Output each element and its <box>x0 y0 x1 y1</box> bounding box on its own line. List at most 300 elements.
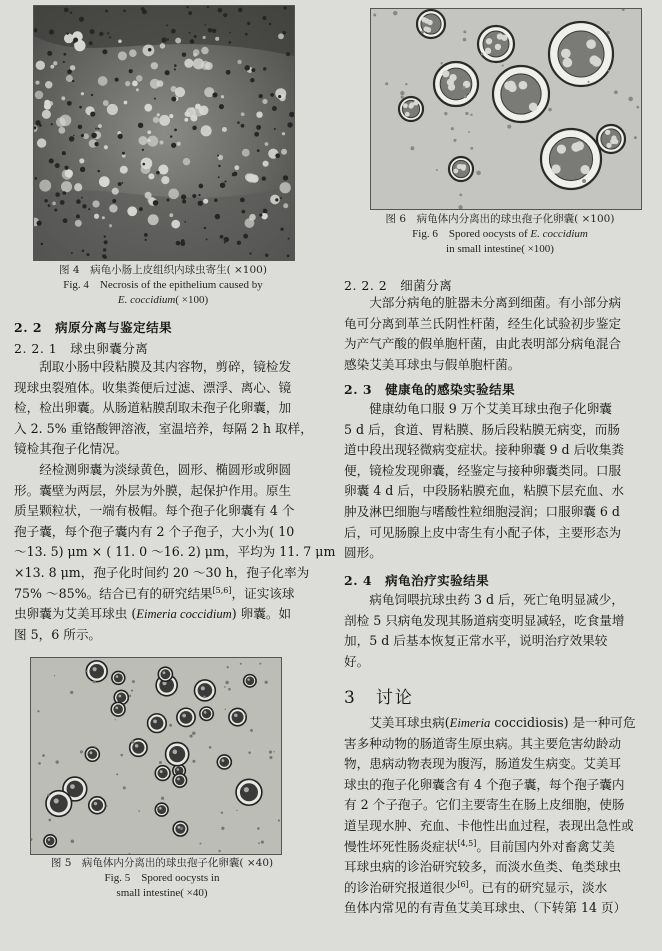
nucleus-spot <box>104 235 106 237</box>
oocyst-spot <box>81 92 84 95</box>
nucleus-spot <box>223 13 227 17</box>
oocyst-spot <box>249 214 256 221</box>
oocyst-spot <box>125 81 130 86</box>
debris <box>502 65 504 67</box>
section-2-3-heading: 2. 3 健康龟的感染实验结果 <box>344 382 516 397</box>
nucleus-spot <box>142 163 145 166</box>
nucleus-spot <box>287 122 292 127</box>
nucleus-spot <box>219 104 224 109</box>
oocyst-spot <box>169 213 173 217</box>
figure-5-caption-zh: 图 5 病龟体内分离出的球虫孢子化卵囊( ×40) <box>50 857 274 869</box>
oocyst-spot <box>42 110 51 119</box>
debris <box>463 38 467 42</box>
section-2-4-paragraph <box>344 590 654 672</box>
nucleus-spot <box>165 70 170 75</box>
oocyst-spot <box>241 112 245 116</box>
oocyst-spot <box>148 139 151 142</box>
nucleus-spot <box>245 65 250 70</box>
debris <box>192 760 195 763</box>
debris <box>273 751 274 752</box>
oocyst <box>173 774 187 788</box>
nucleus-spot <box>226 70 231 75</box>
debris <box>507 125 511 129</box>
section-3-heading: 3 讨论 <box>344 688 414 708</box>
debris <box>236 810 237 811</box>
oocyst-spot <box>183 158 190 165</box>
nucleus-spot <box>73 135 75 137</box>
oocyst-spot <box>278 33 284 39</box>
oocyst-spot <box>50 65 54 69</box>
oocyst <box>89 797 106 814</box>
text-line: 害多种动物的肠道寄生原虫病。其主要危害幼龄动 <box>344 735 622 751</box>
nucleus-spot <box>102 254 106 258</box>
oocyst-spot <box>120 166 128 174</box>
nucleus-spot <box>278 95 281 98</box>
nucleus-spot <box>288 238 290 240</box>
nucleus-spot <box>90 29 95 34</box>
oocyst <box>85 747 99 761</box>
debris <box>131 689 133 691</box>
oocyst <box>244 675 256 687</box>
section-2-2-1-paragraph-1 <box>14 357 322 460</box>
debris <box>212 710 213 711</box>
nucleus-spot <box>89 41 93 45</box>
debris <box>203 695 206 698</box>
nucleus-spot <box>72 80 74 82</box>
debris <box>159 761 162 764</box>
nucleus-spot <box>192 194 196 198</box>
text-line: 龟可分离到革兰氏阴性杆菌，经生化试验初步鉴定 <box>344 315 622 331</box>
nucleus-spot <box>270 93 274 97</box>
text-line: 球虫的孢子化卵囊含有 4 个孢子囊，每个孢子囊内 <box>344 776 625 792</box>
figure-4-micrograph <box>33 5 295 261</box>
nucleus-spot <box>262 176 266 180</box>
nucleus-spot <box>166 24 168 26</box>
debris <box>250 729 253 732</box>
nucleus-spot <box>91 94 93 96</box>
debris <box>463 30 466 33</box>
debris <box>221 812 223 814</box>
nucleus-spot <box>215 214 220 219</box>
nucleus-spot <box>190 39 195 44</box>
text-line: 。已有的研究显示，淡水 <box>468 879 608 895</box>
oocyst-spot <box>98 124 102 128</box>
debris <box>106 805 108 807</box>
nucleus-spot <box>71 252 73 254</box>
figure-5-micrograph <box>30 657 282 855</box>
nucleus-spot <box>139 207 143 211</box>
oocyst-spot <box>150 79 160 89</box>
debris <box>95 746 97 748</box>
nucleus-spot <box>275 153 280 158</box>
nucleus-spot <box>250 78 254 82</box>
debris <box>132 680 135 683</box>
oocyst <box>44 835 56 847</box>
text-line: 为产气产酸的假单胞杆菌，由此表明部分病龟混合 <box>344 336 622 352</box>
debris <box>269 751 272 754</box>
oocyst-spot <box>242 149 250 157</box>
nucleus-spot <box>154 98 156 100</box>
debris <box>120 754 123 757</box>
debris <box>436 169 438 171</box>
figure-5-caption-en-1: Fig. 5 Spored oocysts in <box>104 872 220 884</box>
nucleus-spot <box>95 128 97 130</box>
nucleus-spot <box>70 11 72 13</box>
debris <box>385 82 388 85</box>
nucleus-spot <box>229 41 232 44</box>
text-line: 剖检 5 只病龟发现其肠道病变明显减轻，吃食量增 <box>344 612 625 628</box>
text-line: 检，检出卵囊。从肠道粘膜刮取未孢子化卵囊，加 <box>14 400 292 416</box>
nucleus-spot <box>192 126 196 130</box>
nucleus-spot <box>129 69 133 73</box>
oocyst-spot <box>151 62 158 69</box>
oocyst-spot <box>193 58 204 69</box>
nucleus-spot <box>118 182 122 186</box>
nucleus-spot <box>86 253 89 256</box>
citation[interactable]: [6] <box>457 879 469 889</box>
oocyst-spot <box>157 113 160 116</box>
figure-5-caption <box>12 856 312 901</box>
debris <box>225 681 228 684</box>
debris <box>225 709 226 710</box>
oocyst <box>478 26 514 62</box>
nucleus-spot <box>104 240 108 244</box>
debris <box>481 53 484 56</box>
nucleus-spot <box>171 143 176 148</box>
oocyst-spot <box>104 145 108 149</box>
nucleus-spot <box>194 35 197 38</box>
debris <box>614 90 618 94</box>
nucleus-spot <box>286 52 290 56</box>
nucleus-spot <box>217 155 219 157</box>
nucleus-spot <box>249 252 251 254</box>
nucleus-spot <box>63 53 66 56</box>
debris <box>190 735 193 738</box>
nucleus-spot <box>48 204 51 207</box>
nucleus-spot <box>171 29 176 34</box>
nucleus-spot <box>182 200 186 204</box>
nucleus-spot <box>82 249 85 252</box>
oocyst-spot <box>74 183 82 191</box>
text-line: 经检测卵囊为淡绿黄色，圆形、椭圆形或卵圆 <box>14 462 292 477</box>
debris <box>269 756 272 759</box>
debris <box>476 171 481 176</box>
nucleus-spot <box>67 101 72 106</box>
nucleus-spot <box>79 17 84 22</box>
nucleus-spot <box>62 151 66 155</box>
debris <box>258 842 260 844</box>
section-2-2-1-heading: 2. 2. 1 球虫卵囊分离 <box>14 341 149 356</box>
oocyst-spot <box>234 165 239 170</box>
text-line: 健康幼龟口服 9 万个艾美耳球虫孢子化卵囊 <box>344 401 612 416</box>
nucleus-spot <box>167 38 169 40</box>
nucleus-spot <box>274 128 276 130</box>
oocyst <box>236 779 262 805</box>
text-line: 圆形。 <box>344 545 382 561</box>
nucleus-spot <box>257 149 260 152</box>
nucleus-spot <box>145 239 147 241</box>
nucleus-spot <box>123 9 126 12</box>
debris <box>86 670 88 672</box>
nucleus-spot <box>212 92 217 97</box>
oocyst <box>229 708 246 725</box>
nucleus-spot <box>232 173 236 177</box>
nucleus-spot <box>66 32 68 34</box>
nucleus-spot <box>122 152 125 155</box>
debris <box>129 695 131 697</box>
text-line: 耳球虫病的诊治研究较多，而淡水鱼类、龟类球虫 <box>344 859 622 875</box>
debris <box>180 827 183 830</box>
oocyst-spot <box>256 111 262 117</box>
debris <box>405 83 407 85</box>
nucleus-spot <box>182 52 186 56</box>
debris <box>38 762 41 765</box>
debris <box>636 106 639 109</box>
debris <box>393 11 398 16</box>
text-line: 质呈颗粒状，一端有极帽。每个孢子化卵囊有 4 个 <box>14 503 295 519</box>
nucleus-spot <box>41 243 44 246</box>
nucleus-spot <box>35 120 40 125</box>
debris <box>582 179 586 183</box>
oocyst <box>158 667 172 681</box>
text-line: 慢性坏死性肠炎症状 <box>344 838 458 854</box>
debris <box>221 827 224 830</box>
nucleus-spot <box>214 199 217 202</box>
oocyst-spot <box>35 81 39 85</box>
oocyst-spot <box>92 200 99 207</box>
text-line: 病龟饲喂抗球虫药 3 d 后，死亡龟明显减少， <box>344 592 624 607</box>
nucleus-spot <box>49 29 54 34</box>
oocyst-spot <box>99 176 110 187</box>
oocyst <box>148 714 167 733</box>
text-line: 艾美耳球虫病( <box>344 715 450 730</box>
nucleus-spot <box>220 235 224 239</box>
oocyst-spot <box>222 127 227 132</box>
nucleus-spot <box>91 133 97 139</box>
nucleus-spot <box>204 24 206 26</box>
nucleus-spot <box>254 132 259 137</box>
oocyst-spot <box>109 224 112 227</box>
nucleus-spot <box>256 125 261 130</box>
oocyst-spot <box>118 51 127 60</box>
figure-4-caption-zh: 图 4 病龟小肠上皮组织内球虫寄生( ×100) <box>59 264 267 276</box>
text-line: ，证实该球 <box>231 585 295 601</box>
debris <box>218 850 220 852</box>
debris <box>257 827 260 830</box>
nucleus-spot <box>112 199 116 203</box>
text-line: 刮取小肠中段粘膜及其内容物，剪碎，镜检发 <box>14 359 292 374</box>
debris <box>169 724 172 727</box>
figure-6-caption-species: E. coccidium <box>530 228 588 240</box>
debris <box>464 95 467 98</box>
oocyst-spot <box>153 117 159 123</box>
oocyst <box>112 671 125 684</box>
debris <box>227 666 229 668</box>
oocyst <box>597 125 625 153</box>
oocyst-spot <box>193 53 197 57</box>
section-2-2-1-paragraph-2 <box>14 460 336 645</box>
debris <box>559 165 561 167</box>
nucleus-spot <box>198 194 200 196</box>
debris <box>138 810 140 812</box>
nucleus-spot <box>263 209 268 214</box>
oocyst <box>549 22 613 86</box>
oocyst <box>217 755 231 769</box>
oocyst <box>166 743 189 766</box>
oocyst-spot <box>177 142 181 146</box>
oocyst-spot <box>44 100 50 106</box>
oocyst-spot <box>65 169 73 177</box>
oocyst-spot <box>103 100 109 106</box>
oocyst-spot <box>159 115 170 126</box>
nucleus-spot <box>37 221 42 226</box>
nucleus-spot <box>148 48 152 52</box>
oocyst-spot <box>35 91 44 100</box>
nucleus-spot <box>34 177 37 180</box>
nucleus-spot <box>245 33 248 36</box>
oocyst-spot <box>265 142 269 146</box>
oocyst-spot <box>109 204 117 212</box>
nucleus-spot <box>212 29 217 34</box>
nucleus-spot <box>189 32 191 34</box>
figure-6-caption-en-1: Fig. 6 Spored oocysts of <box>412 228 531 240</box>
nucleus-spot <box>174 64 177 67</box>
debris <box>373 14 376 17</box>
oocyst-spot <box>136 75 143 82</box>
nucleus-spot <box>224 181 226 183</box>
oocyst-spot <box>52 202 56 206</box>
nucleus-spot <box>122 182 124 184</box>
oocyst-spot <box>141 164 151 174</box>
nucleus-spot <box>275 198 278 201</box>
oocyst-spot <box>94 214 99 219</box>
debris <box>265 681 268 684</box>
nucleus-spot <box>241 124 245 128</box>
nucleus-spot <box>64 7 69 12</box>
debris <box>161 797 164 800</box>
nucleus-spot <box>269 23 271 25</box>
debris <box>401 95 404 98</box>
debris <box>470 114 472 116</box>
oocyst-spot <box>83 133 89 139</box>
section-2-3-paragraph <box>344 399 654 564</box>
text-line: 虫卵囊为艾美耳球虫 ( <box>14 606 137 622</box>
oocyst-spot <box>160 43 166 49</box>
oocyst-spot <box>201 47 208 54</box>
citation[interactable]: [5,6] <box>212 585 232 595</box>
text-line: coccidiosis) 是一种可危 <box>490 715 636 730</box>
debris <box>608 70 610 72</box>
oocyst <box>399 97 423 121</box>
nucleus-spot <box>199 184 204 189</box>
text-line: 孢子囊，每个孢子囊内有 2 个子孢子，大小为( 10 <box>14 523 295 539</box>
oocyst-spot <box>61 96 65 100</box>
nucleus-spot <box>69 136 74 141</box>
text-line: 形。囊壁为两层，外层为外膜，起保护作用。原生 <box>14 482 292 498</box>
oocyst-spot <box>98 76 108 86</box>
oocyst <box>155 803 168 816</box>
debris <box>54 675 55 676</box>
oocyst-spot <box>262 99 267 104</box>
oocyst-spot <box>147 130 151 134</box>
oocyst <box>417 10 445 38</box>
nucleus-spot <box>259 214 262 217</box>
nucleus-spot <box>51 123 53 125</box>
oocyst-spot <box>281 149 287 155</box>
oocyst-spot <box>138 136 147 145</box>
oocyst-spot <box>203 199 208 204</box>
nucleus-spot <box>107 32 109 34</box>
nucleus-spot <box>263 67 266 70</box>
nucleus-spot <box>76 214 80 218</box>
nucleus-spot <box>241 210 245 214</box>
text-line: 感染艾美耳球虫与假单胞杆菌。 <box>344 356 521 372</box>
debris <box>131 740 134 743</box>
text-line: 入 2. 5% 重铬酸钾溶液，室温培养，每隔 2 h 取样， <box>14 420 313 436</box>
debris <box>440 62 442 64</box>
debris <box>469 92 471 94</box>
section-2-2-2-paragraph <box>344 293 654 375</box>
debris <box>462 86 465 89</box>
citation[interactable]: [4,5] <box>457 838 477 848</box>
debris <box>209 746 212 749</box>
nucleus-spot <box>181 194 186 199</box>
debris <box>47 794 50 797</box>
debris <box>42 754 45 757</box>
oocyst-spot <box>171 220 180 229</box>
nucleus-spot <box>105 9 108 12</box>
debris <box>459 194 462 197</box>
nucleus-spot <box>265 253 268 256</box>
nucleus-spot <box>55 163 60 168</box>
nucleus-spot <box>63 61 65 63</box>
figure-6-caption-zh: 图 6 病龟体内分离出的球虫孢子化卵囊( ×100) <box>385 213 615 225</box>
figure-6-caption <box>350 212 650 257</box>
oocyst-spot <box>175 87 185 97</box>
debris <box>451 127 454 130</box>
oocyst-spot <box>79 158 84 163</box>
debris <box>400 91 404 95</box>
oocyst <box>86 661 107 682</box>
debris <box>80 750 83 753</box>
nucleus-spot <box>176 241 181 246</box>
text-line: 肿及淋巴细胞与嗜酸性粒细胞浸润；口服卵囊 6 d <box>344 503 620 519</box>
nucleus-spot <box>118 134 123 139</box>
nucleus-spot <box>220 182 226 188</box>
nucleus-spot <box>229 32 231 34</box>
figure-5-caption-en-2: small intestine( ×40) <box>116 887 208 899</box>
oocyst <box>200 707 213 720</box>
nucleus-spot <box>167 198 170 201</box>
nucleus-spot <box>171 97 176 102</box>
nucleus-spot <box>204 227 206 229</box>
text-line: 镜检其孢子化情况。 <box>14 441 128 457</box>
nucleus-spot <box>153 200 158 205</box>
oocyst-spot <box>201 125 212 136</box>
figure-6-caption-en-2: in small intestine( ×100) <box>446 243 554 255</box>
oocyst <box>434 62 478 106</box>
nucleus-spot <box>60 200 65 205</box>
oocyst-spot <box>75 220 82 227</box>
nucleus-spot <box>142 149 144 151</box>
text-line: 加，5 d 后基本恢复正常水平，说明治疗效果较 <box>344 633 608 649</box>
nucleus-spot <box>243 234 248 239</box>
oocyst-spot <box>148 173 154 179</box>
oocyst-spot <box>53 61 57 65</box>
text-line: ～13. 5) μm × ( 11. 0 ～16. 2) μm，平均为 11. 7 μm <box>14 544 336 560</box>
text-line: 75% ～85%。结合已有的研究结果 <box>14 585 213 601</box>
text-line: 5 d 后，食道、胃粘膜、肠后段粘膜无病变，而肠 <box>344 421 620 437</box>
